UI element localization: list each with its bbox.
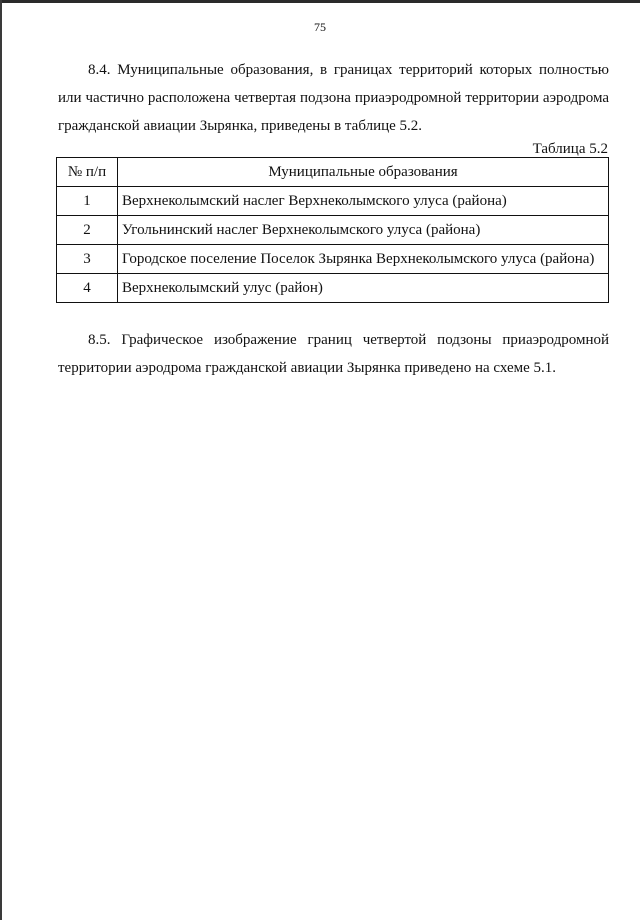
table-caption: Таблица 5.2 bbox=[532, 141, 608, 157]
table-row bbox=[57, 187, 609, 216]
header-municipalities: Муниципальные образования bbox=[118, 158, 609, 187]
municipalities-table bbox=[56, 157, 609, 303]
row-number: 3 bbox=[57, 245, 118, 274]
scan-edge-left bbox=[0, 0, 2, 920]
row-number: 4 bbox=[57, 274, 118, 303]
scan-edge-top bbox=[0, 0, 640, 3]
row-municipality: Угольнинский наслег Верхнеколымского улуса (района) bbox=[118, 216, 609, 245]
row-number: 2 bbox=[57, 216, 118, 245]
table-header-row bbox=[57, 158, 609, 187]
paragraph-8-5: 8.5. Графическое изображение границ четвертой подзоны приаэродромной территории аэродрома гражданской авиации Зырянка приведено на схеме 5.1. bbox=[58, 332, 609, 376]
table-row bbox=[57, 216, 609, 245]
row-municipality: Верхнеколымский наслег Верхнеколымского улуса (района) bbox=[118, 187, 609, 216]
row-number: 1 bbox=[57, 187, 118, 216]
page-number: 75 bbox=[314, 20, 326, 34]
table-row bbox=[57, 245, 609, 274]
header-number: № п/п bbox=[57, 158, 118, 187]
row-municipality: Верхнеколымский улус (район) bbox=[118, 274, 609, 303]
table-row bbox=[57, 274, 609, 303]
row-municipality: Городское поселение Поселок Зырянка Верхнеколымского улуса (района) bbox=[118, 245, 609, 274]
paragraph-8-4: 8.4. Муниципальные образования, в границах территорий которых полностью или частично расположена четвертая подзона приаэродромной территории аэродрома гражданской авиации Зырянка, приведены в таблице 5.2. bbox=[58, 62, 609, 134]
